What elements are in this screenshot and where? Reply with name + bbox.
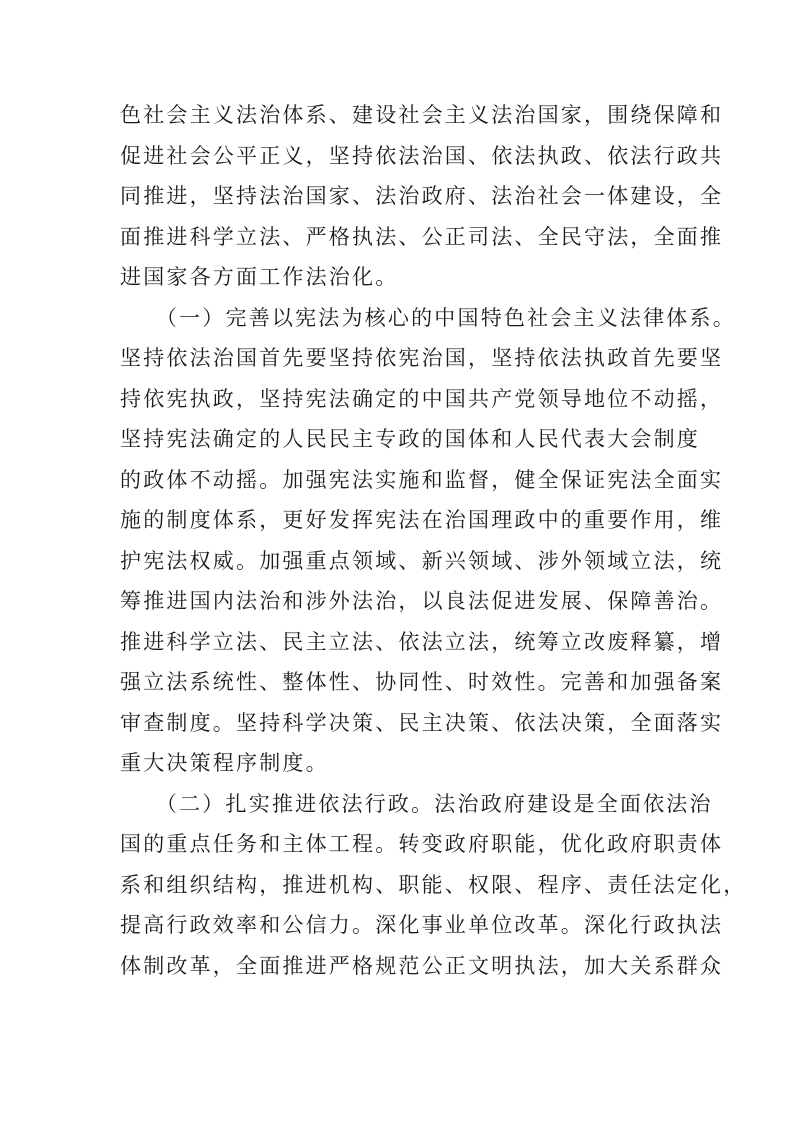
text-line: 护宪法权威。加强重点领域、新兴领域、涉外领域立法，统 — [120, 548, 724, 573]
text-line: 施的制度体系，更好发挥宪法在治国理政中的重要作用，维 — [120, 508, 724, 532]
section-heading-line: （二）扎实推进依法行政。法治政府建设是全面依法治 — [120, 791, 713, 816]
text-line: 强立法系统性、整体性、协同性、时效性。完善和加强备案 — [120, 670, 724, 694]
text-line: 体制改革，全面推进严格规范公正文明执法，加大关系群众 — [120, 953, 724, 978]
text-line: 推进科学立法、民主立法、依法立法，统筹立改废释纂，增 — [120, 629, 724, 654]
text-line: 持依宪执政，坚持宪法确定的中国共产党领导地位不动摇， — [120, 386, 724, 411]
text-line: 进国家各方面工作法治化。 — [120, 265, 399, 289]
text-line: 国的重点任务和主体工程。转变政府职能，优化政府职责体 — [120, 832, 724, 856]
text-line: 促进社会公平正义，坚持依法治国、依法执政、依法行政共 — [120, 143, 724, 168]
body-text — [120, 95, 747, 986]
text-line: 同推进，坚持法治国家、法治政府、法治社会一体建设，全 — [120, 184, 724, 208]
text-line: 的政体不动摇。加强宪法实施和监督，健全保证宪法全面实 — [120, 467, 724, 492]
text-line: 坚持依法治国首先要坚持依宪治国，坚持依法执政首先要坚 — [120, 346, 724, 370]
section-heading-line: （一）完善以宪法为核心的中国特色社会主义法律体系。 — [120, 305, 736, 330]
text-line: 坚持宪法确定的人民民主专政的国体和人民代表大会制度 — [120, 427, 700, 451]
text-line: 提高行政效率和公信力。深化事业单位改革。深化行政执法 — [120, 913, 724, 937]
text-line: 系和组织结构，推进机构、职能、权限、程序、责任法定化， — [120, 872, 747, 897]
text-line: 审查制度。坚持科学决策、民主决策、依法决策，全面落实 — [120, 710, 724, 735]
text-line: 面推进科学立法、严格执法、公正司法、全民守法，全面推 — [120, 224, 724, 249]
text-line: 筹推进国内法治和涉外法治，以良法促进发展、保障善治。 — [120, 589, 724, 613]
text-line: 色社会主义法治体系、建设社会主义法治国家，围绕保障和 — [120, 103, 724, 127]
text-line: 重大决策程序制度。 — [120, 751, 329, 775]
